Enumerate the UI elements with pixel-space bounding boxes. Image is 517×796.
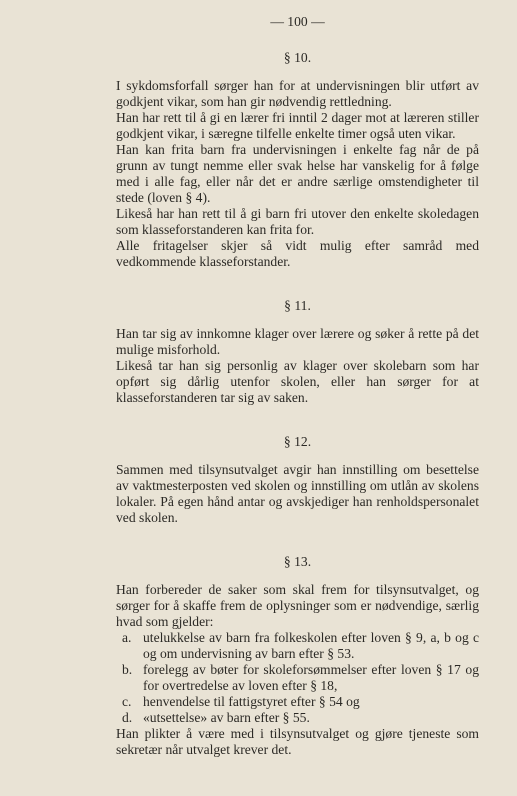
- section-11: [116, 298, 479, 406]
- list-item: [116, 630, 479, 662]
- section-10: [116, 50, 479, 270]
- paragraph: Han har rett til å gi en lærer fri inntil 2 dager mot at læreren stiller godkjent vikar, i særegne tilfelle enkelte timer også uten vikar.: [116, 110, 479, 141]
- section-heading: § 10.: [283, 50, 312, 65]
- page-number: — 100 —: [270, 14, 325, 29]
- paragraph: Likeså tar han sig personlig av klager over skolebarn som har opført sig dårlig utenfor skolen, eller han sørger for at klasseforstanderen tar sig av saken.: [116, 358, 479, 405]
- section-heading: § 12.: [283, 434, 312, 449]
- list-item-text: utelukkelse av barn fra folkeskolen efter loven § 9, a, b og c og om undervisning av barn efter § 53.: [143, 630, 479, 661]
- gjelder-list: [116, 630, 479, 726]
- section-heading: § 11.: [284, 298, 311, 313]
- section-13: [116, 554, 479, 758]
- paragraph: Sammen med tilsynsutvalget avgir han innstilling om besettelse av vaktmesterposten ved skolen og innstilling om utlån av skolens lokaler. På egen hånd antar og avskjediger han renholdspersonalet ved skolen.: [116, 462, 479, 525]
- paragraph: Likeså har han rett til å gi barn fri utover den enkelte skoledagen som klasseforstanderen kan frita for.: [116, 206, 479, 237]
- list-item-text: forelegg av bøter for skoleforsømmelser efter loven § 17 og for overtredelse av loven efter § 18,: [143, 662, 479, 693]
- text-block: [116, 14, 479, 786]
- section-12: [116, 434, 479, 526]
- paragraph: I sykdomsforfall sørger han for at undervisningen blir utført av godkjent vikar, som han gir nødvendig rettledning.: [116, 78, 479, 109]
- list-marker: d.: [122, 710, 133, 725]
- paragraph: Han tar sig av innkomne klager over lærere og søker å rette på det mulige misforhold.: [116, 326, 479, 357]
- list-item: [116, 662, 479, 694]
- list-marker: c.: [122, 694, 132, 709]
- list-marker: a.: [122, 630, 132, 645]
- list-item: [116, 710, 479, 726]
- paragraph: Han kan frita barn fra undervisningen i enkelte fag når de på grunn av tungt nemme eller svak helse har vanskelig for å følge med i alle fag, eller når det er andre særlige omstendigheter til stede (loven § 4).: [116, 142, 479, 205]
- list-item-text: «utsettelse» av barn efter § 55.: [143, 710, 310, 725]
- list-marker: b.: [122, 662, 133, 677]
- section-heading: § 13.: [283, 554, 312, 569]
- list-item-text: henvendelse til fattigstyret efter § 54 og: [143, 694, 360, 709]
- paragraph: Han forbereder de saker som skal frem for tilsynsutvalget, og sørger for å skaffe frem de oplysninger som er nødvendige, særlig hvad som gjelder:: [116, 582, 479, 629]
- list-item: [116, 694, 479, 710]
- paragraph: Alle fritagelser skjer så vidt mulig efter samråd med vedkommende klasseforstander.: [116, 238, 479, 269]
- paragraph: Han plikter å være med i tilsynsutvalget og gjøre tjeneste som sekretær når utvalget krever det.: [116, 726, 479, 757]
